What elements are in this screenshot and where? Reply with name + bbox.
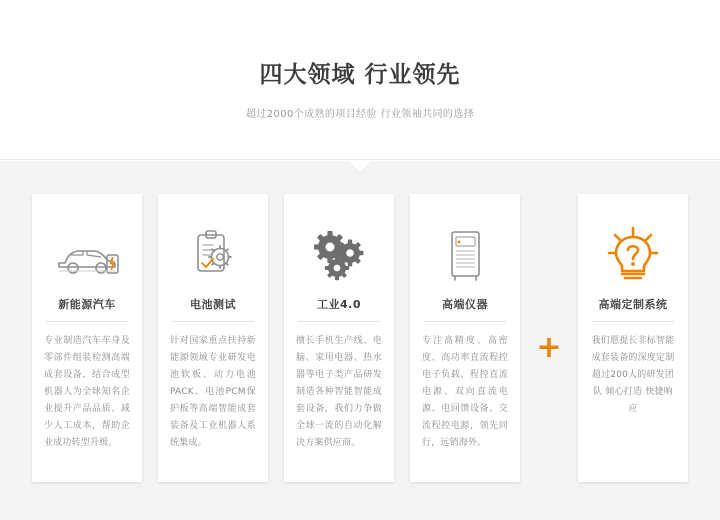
card-title: 高端定制系统 <box>598 298 668 311</box>
card-description: 专注高精度、高密度、高功率直流程控电子负载、程控直流电源、双向直流电源、电回馈设备、交流程控电源，领先同行，远销海外。 <box>422 336 508 448</box>
card-industry-40[interactable] <box>284 194 394 482</box>
card-title: 工业4.0 <box>317 298 361 311</box>
lightbulb-question-idea-icon <box>578 222 688 288</box>
battery-test-clipboard-gear-icon <box>158 222 268 288</box>
content-area <box>0 161 720 520</box>
card-divider <box>424 321 506 322</box>
card-list <box>32 194 688 484</box>
card-title: 电池测试 <box>190 298 236 311</box>
card-description: 针对国家重点扶持新能源领域专业研发电池软板、动力电池PACK、电池PCM保护板等高端智能成套装备及工业机器人系统集成。 <box>170 336 256 448</box>
plus-separator: + <box>536 330 562 365</box>
card-title: 新能源汽车 <box>58 298 116 311</box>
industry-gears-icon <box>284 222 394 288</box>
page-header <box>0 0 720 160</box>
card-divider <box>298 321 380 322</box>
card-divider <box>172 321 254 322</box>
card-description: 专业制造汽车车身及零部件组装检测高端成套设备，结合成型机器人为全球知名企业提升产品品质、减少人工成本，帮助企业成功转型升级。 <box>44 336 130 448</box>
electric-vehicle-charging-icon <box>32 222 142 288</box>
card-custom-system[interactable] <box>578 194 688 482</box>
card-description: 我们愿提长非标智能成套装备的深度定制 超过200人的研发团队 倾心打造 快捷响应 <box>591 336 675 414</box>
card-title: 高端仪器 <box>442 298 488 311</box>
high-end-instrument-cabinet-icon <box>410 222 520 288</box>
page-subtitle: 超过2000个成熟的项目经验 行业领袖共同的选择 <box>245 109 475 120</box>
header-notch-arrow <box>347 160 373 172</box>
card-new-energy-vehicle[interactable] <box>32 194 142 482</box>
card-battery-test[interactable] <box>158 194 268 482</box>
card-high-end-instrument[interactable] <box>410 194 520 482</box>
page-title: 四大领域 行业领先 <box>259 62 461 88</box>
card-divider <box>46 321 128 322</box>
card-divider <box>592 321 674 322</box>
card-description: 擅长手机生产线、电脑、家用电器、热水器等电子类产品研发制造各种智能智能成套设备，我们力争做全球一流的自动化解决方案供应商。 <box>296 336 382 448</box>
